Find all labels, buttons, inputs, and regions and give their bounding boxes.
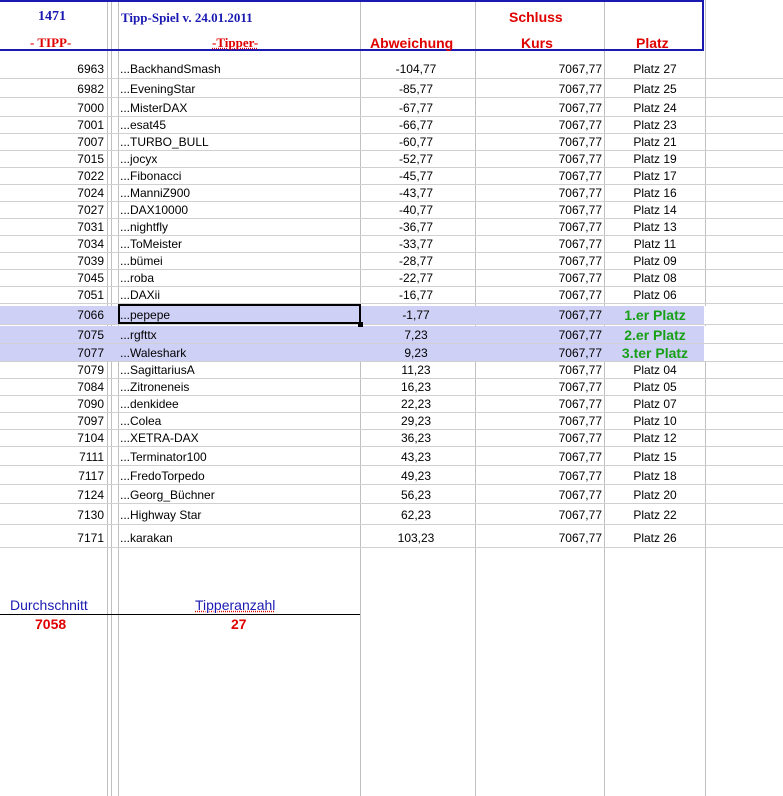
kurs-cell[interactable]: 7067,77 xyxy=(558,118,602,132)
tipp-cell[interactable]: 7124 xyxy=(77,488,104,502)
table-row[interactable] xyxy=(0,326,783,344)
game-id[interactable]: 1471 xyxy=(38,9,66,24)
tipp-cell[interactable]: 7104 xyxy=(77,431,104,445)
column-header-abweichung[interactable]: Abweichung xyxy=(370,35,454,51)
kurs-cell[interactable]: 7067,77 xyxy=(558,380,602,394)
kurs-cell[interactable]: 7067,77 xyxy=(558,431,602,445)
kurs-cell[interactable]: 7067,77 xyxy=(558,271,602,285)
tipper-name-cell[interactable]: ...nightfly xyxy=(120,220,169,234)
table-row[interactable] xyxy=(0,448,783,466)
kurs-cell[interactable]: 7067,77 xyxy=(558,186,602,200)
platz-cell[interactable]: Platz 04 xyxy=(633,363,677,377)
abweichung-cell[interactable]: 43,23 xyxy=(400,450,432,464)
tipper-name-cell[interactable]: ...roba xyxy=(120,271,155,285)
table-row[interactable] xyxy=(0,467,783,485)
table-row[interactable] xyxy=(0,60,783,79)
abweichung-cell[interactable]: -60,77 xyxy=(398,135,434,149)
kurs-cell[interactable]: 7067,77 xyxy=(558,135,602,149)
abweichung-cell[interactable]: 49,23 xyxy=(400,469,432,483)
tipper-name-cell[interactable]: ...BackhandSmash xyxy=(120,62,221,76)
abweichung-cell[interactable]: 11,23 xyxy=(401,363,431,377)
abweichung-cell[interactable]: -36,77 xyxy=(398,220,434,234)
footer-rule xyxy=(0,614,360,615)
tipp-cell[interactable]: 7084 xyxy=(77,380,104,394)
abweichung-cell[interactable]: -43,77 xyxy=(398,186,434,200)
tipper-name-cell[interactable]: ...Georg_Büchner xyxy=(120,488,215,502)
kurs-cell[interactable]: 7067,77 xyxy=(558,82,602,96)
unselected-area xyxy=(704,344,783,361)
kurs-cell[interactable]: 7067,77 xyxy=(558,169,602,183)
tipper-name-cell[interactable]: ...ManniZ900 xyxy=(120,186,191,200)
abweichung-cell[interactable]: -33,77 xyxy=(398,237,434,251)
table-row[interactable] xyxy=(0,430,783,447)
tipper-name-cell[interactable]: ...Waleshark xyxy=(120,346,187,360)
tipper-name-cell[interactable]: ...bümei xyxy=(120,254,163,268)
abweichung-cell[interactable]: 29,23 xyxy=(400,414,432,428)
tipp-cell[interactable]: 7090 xyxy=(77,397,104,411)
tipp-cell[interactable]: 7027 xyxy=(77,203,104,217)
active-cell-cursor[interactable] xyxy=(118,304,361,324)
abweichung-cell[interactable]: 36,23 xyxy=(400,431,432,445)
table-row[interactable] xyxy=(0,379,783,396)
column-header-platz[interactable]: Platz xyxy=(636,35,669,51)
table-row[interactable] xyxy=(0,80,783,98)
tipp-cell[interactable]: 6963 xyxy=(77,62,104,76)
tipper-name-cell[interactable]: ...jocyx xyxy=(120,152,158,166)
kurs-cell[interactable]: 7067,77 xyxy=(558,254,602,268)
table-row[interactable] xyxy=(0,151,783,168)
abweichung-cell[interactable]: -40,77 xyxy=(398,203,434,217)
platz-cell[interactable]: Platz 18 xyxy=(633,469,677,483)
abweichung-cell[interactable]: -85,77 xyxy=(398,82,434,96)
kurs-cell[interactable]: 7067,77 xyxy=(558,101,602,115)
kurs-cell[interactable]: 7067,77 xyxy=(558,328,602,342)
tipper-name-cell[interactable]: ...rgfttx xyxy=(120,328,157,342)
tipp-cell[interactable]: 7077 xyxy=(77,346,104,360)
average-label[interactable]: Durchschnitt xyxy=(10,597,88,613)
unselected-area xyxy=(704,306,783,324)
abweichung-cell[interactable]: -1,77 xyxy=(402,308,430,322)
platz-cell[interactable]: Platz 22 xyxy=(633,508,677,522)
abweichung-cell[interactable]: -67,77 xyxy=(398,101,434,115)
platz-cell[interactable]: Platz 19 xyxy=(633,152,677,166)
platz-cell[interactable]: Platz 20 xyxy=(633,488,677,502)
table-row[interactable] xyxy=(0,270,783,287)
kurs-cell[interactable]: 7067,77 xyxy=(558,152,602,166)
average-value[interactable]: 7058 xyxy=(35,616,67,632)
kurs-cell[interactable]: 7067,77 xyxy=(558,363,602,377)
table-row[interactable] xyxy=(0,236,783,253)
tipper-name-cell[interactable]: ...XETRA-DAX xyxy=(120,431,199,445)
platz-cell[interactable]: Platz 10 xyxy=(633,414,677,428)
platz-cell[interactable]: Platz 16 xyxy=(633,186,677,200)
table-row[interactable] xyxy=(0,100,783,117)
sheet-title[interactable]: Tipp-Spiel v. 24.01.2011 xyxy=(121,10,253,25)
tipp-cell[interactable]: 7034 xyxy=(77,237,104,251)
kurs-cell[interactable]: 7067,77 xyxy=(558,308,602,322)
tipper-name-cell[interactable]: ...TURBO_BULL xyxy=(120,135,209,149)
platz-cell[interactable]: Platz 24 xyxy=(633,101,677,115)
abweichung-cell[interactable]: 22,23 xyxy=(400,397,432,411)
abweichung-cell[interactable]: 103,23 xyxy=(397,531,435,545)
schluss-label[interactable]: Schluss xyxy=(509,9,563,25)
table-row[interactable] xyxy=(0,362,783,379)
abweichung-cell[interactable]: -45,77 xyxy=(398,169,434,183)
tipp-cell[interactable]: 7075 xyxy=(77,328,104,342)
unselected-area xyxy=(704,326,783,343)
kurs-cell[interactable]: 7067,77 xyxy=(558,237,602,251)
header-frame xyxy=(0,0,704,51)
tipp-cell[interactable]: 7111 xyxy=(79,450,104,464)
tipp-cell[interactable]: 7001 xyxy=(77,118,104,132)
kurs-cell[interactable]: 7067,77 xyxy=(558,62,602,76)
kurs-cell[interactable]: 7067,77 xyxy=(558,450,602,464)
tipp-cell[interactable]: 7097 xyxy=(77,414,104,428)
tipper-name-cell[interactable]: ...Highway Star xyxy=(120,508,202,522)
platz-cell[interactable]: Platz 23 xyxy=(633,118,677,132)
table-row[interactable] xyxy=(0,185,783,202)
table-row[interactable] xyxy=(0,396,783,413)
tipper-name-cell[interactable]: ...pepepe xyxy=(120,308,171,322)
abweichung-cell[interactable]: 62,23 xyxy=(400,508,432,522)
tipper-name-cell[interactable]: ...Colea xyxy=(120,414,162,428)
tipper-name-cell[interactable]: ...SagittariusA xyxy=(120,363,195,377)
platz-cell[interactable]: Platz 12 xyxy=(633,431,677,445)
abweichung-cell[interactable]: 16,23 xyxy=(400,380,432,394)
tipper-name-cell[interactable]: ...ToMeister xyxy=(120,237,183,251)
tipp-cell[interactable]: 7045 xyxy=(77,271,104,285)
table-row[interactable] xyxy=(0,202,783,219)
tipp-cell[interactable]: 7079 xyxy=(77,363,104,377)
abweichung-cell[interactable]: 56,23 xyxy=(400,488,432,502)
tipp-cell[interactable]: 7024 xyxy=(77,186,104,200)
platz-cell[interactable]: Platz 13 xyxy=(633,220,677,234)
platz-cell[interactable]: Platz 11 xyxy=(633,237,677,251)
tipper-name-cell[interactable]: ...Terminator100 xyxy=(120,450,207,464)
table-row[interactable] xyxy=(0,253,783,270)
tipper-name-cell[interactable]: ...FredoTorpedo xyxy=(120,469,205,483)
kurs-cell[interactable]: 7067,77 xyxy=(558,469,602,483)
tipp-cell[interactable]: 7117 xyxy=(78,469,104,483)
tipp-cell[interactable]: 7022 xyxy=(77,169,104,183)
tipp-cell[interactable]: 7051 xyxy=(77,288,104,302)
tipper-name-cell[interactable]: ...DAXii xyxy=(120,288,161,302)
platz-cell[interactable]: Platz 15 xyxy=(633,450,677,464)
column-header-tipper[interactable]: -Tipper- xyxy=(212,35,259,50)
column-header-tipp[interactable]: - TIPP- xyxy=(30,35,72,50)
tipper-count-value[interactable]: 27 xyxy=(231,616,247,632)
tipper-name-cell[interactable]: ...karakan xyxy=(120,531,173,545)
tipp-cell[interactable]: 7039 xyxy=(77,254,104,268)
abweichung-cell[interactable]: -16,77 xyxy=(398,288,434,302)
tipp-cell[interactable]: 7000 xyxy=(77,101,104,115)
platz-cell[interactable]: Platz 09 xyxy=(633,254,677,268)
tipper-name-cell[interactable]: ...EveningStar xyxy=(120,82,196,96)
platz-cell[interactable]: Platz 27 xyxy=(633,62,677,76)
tipp-cell[interactable]: 7066 xyxy=(77,308,104,322)
kurs-cell[interactable]: 7067,77 xyxy=(558,346,602,360)
tipper-name-cell[interactable]: ...DAX10000 xyxy=(120,203,189,217)
column-header-kurs[interactable]: Kurs xyxy=(521,35,553,51)
platz-cell[interactable]: Platz 06 xyxy=(633,288,677,302)
abweichung-cell[interactable]: -22,77 xyxy=(398,271,434,285)
abweichung-cell[interactable]: -28,77 xyxy=(398,254,434,268)
kurs-cell[interactable]: 7067,77 xyxy=(558,508,602,522)
tipper-count-label[interactable]: Tipperanzahl xyxy=(195,597,276,613)
platz-cell[interactable]: 3.ter Platz xyxy=(621,345,689,361)
tipper-name-cell[interactable]: ...denkidee xyxy=(120,397,179,411)
abweichung-cell[interactable]: -52,77 xyxy=(398,152,434,166)
tipp-cell[interactable]: 7007 xyxy=(77,135,104,149)
abweichung-cell[interactable]: -66,77 xyxy=(398,118,434,132)
platz-cell[interactable]: Platz 08 xyxy=(633,271,677,285)
platz-cell[interactable]: 1.er Platz xyxy=(624,307,686,323)
kurs-cell[interactable]: 7067,77 xyxy=(558,203,602,217)
table-row[interactable] xyxy=(0,486,783,504)
kurs-cell[interactable]: 7067,77 xyxy=(558,288,602,302)
table-row[interactable] xyxy=(0,505,783,525)
tipp-cell[interactable]: 7171 xyxy=(77,531,104,545)
platz-cell[interactable]: Platz 07 xyxy=(633,397,677,411)
platz-cell[interactable]: Platz 21 xyxy=(633,135,677,149)
kurs-cell[interactable]: 7067,77 xyxy=(558,220,602,234)
table-row[interactable] xyxy=(0,528,783,548)
tipp-cell[interactable]: 7015 xyxy=(77,152,104,166)
tipper-name-cell[interactable]: ...MisterDAX xyxy=(120,101,188,115)
table-row[interactable] xyxy=(0,134,783,151)
platz-cell[interactable]: Platz 26 xyxy=(633,531,677,545)
abweichung-cell[interactable]: -104,77 xyxy=(395,62,437,76)
kurs-cell[interactable]: 7067,77 xyxy=(558,414,602,428)
table-row[interactable] xyxy=(0,219,783,236)
tipp-cell[interactable]: 7031 xyxy=(77,220,104,234)
platz-cell[interactable]: 2.er Platz xyxy=(624,327,686,343)
tipper-name-cell[interactable]: ...Fibonacci xyxy=(120,169,182,183)
table-row[interactable] xyxy=(0,413,783,430)
kurs-cell[interactable]: 7067,77 xyxy=(558,488,602,502)
table-row[interactable] xyxy=(0,168,783,185)
platz-cell[interactable]: Platz 14 xyxy=(633,203,677,217)
tipp-cell[interactable]: 6982 xyxy=(77,82,104,96)
table-row[interactable] xyxy=(0,344,783,362)
platz-cell[interactable]: Platz 25 xyxy=(633,82,677,96)
table-row[interactable] xyxy=(0,287,783,304)
tipper-name-cell[interactable]: ...Zitroneneis xyxy=(120,380,190,394)
table-row[interactable] xyxy=(0,117,783,134)
fill-handle[interactable] xyxy=(358,322,363,327)
tipper-name-cell[interactable]: ...esat45 xyxy=(120,118,167,132)
tipp-cell[interactable]: 7130 xyxy=(77,508,104,522)
abweichung-cell[interactable]: 9,23 xyxy=(404,346,428,360)
platz-cell[interactable]: Platz 17 xyxy=(633,169,677,183)
abweichung-cell[interactable]: 7,23 xyxy=(404,328,428,342)
platz-cell[interactable]: Platz 05 xyxy=(633,380,677,394)
kurs-cell[interactable]: 7067,77 xyxy=(558,531,602,545)
kurs-cell[interactable]: 7067,77 xyxy=(558,397,602,411)
